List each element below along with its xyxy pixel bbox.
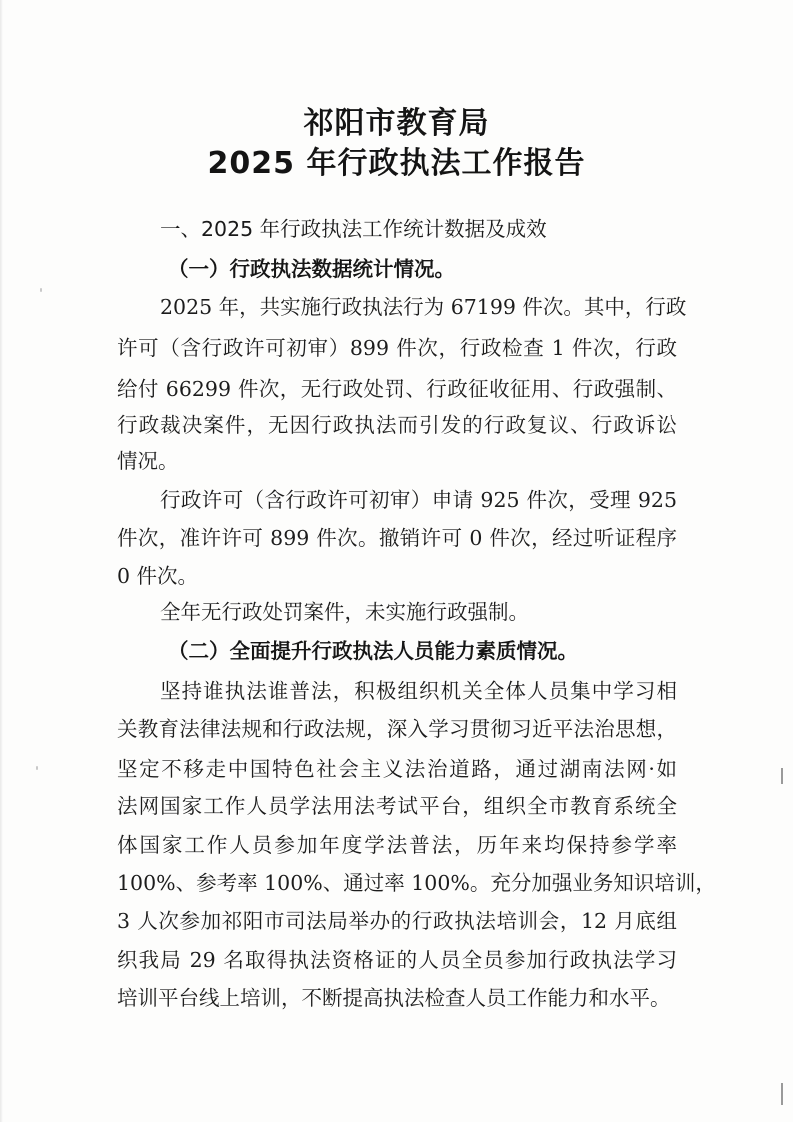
paragraph-line: 法网国家工作人员学法用法考试平台，组织全市教育系统全 [117, 794, 677, 818]
subsection2-heading: （二）全面提升行政执法人员能力素质情况。 [168, 639, 578, 663]
paragraph-line: 0 件次。 [117, 564, 199, 588]
paragraph-line: 行政裁决案件，无因行政执法而引发的行政复议、行政诉讼 [117, 413, 677, 437]
section1-heading: 一、2025 年行政执法工作统计数据及成效 [160, 217, 547, 241]
paragraph-line: 许可（含行政许可初审）899 件次，行政检查 1 件次，行政 [117, 336, 677, 360]
paragraph-line: 100%、参考率 100%、通过率 100%。充分加强业务知识培训， [117, 871, 716, 895]
paragraph-line: 2025 年，共实施行政执法行为 67199 件次。其中，行政 [160, 295, 687, 319]
scan-speck [36, 766, 38, 770]
paragraph-line: 坚持谁执法谁普法，积极组织机关全体人员集中学习相 [160, 679, 677, 703]
paragraph-line: 情况。 [117, 449, 179, 473]
paragraph-line: 全年无行政处罚案件，未实施行政强制。 [160, 600, 529, 624]
paragraph-line: 织我局 29 名取得执法资格证的人员全员参加行政执法学习 [117, 948, 677, 972]
paragraph-line: 坚定不移走中国特色社会主义法治道路，通过湖南法网·如 [117, 757, 677, 781]
paragraph-line: 行政许可（含行政许可初审）申请 925 件次，受理 925 [160, 488, 677, 512]
scan-mark [781, 768, 783, 784]
paragraph-line: 培训平台线上培训，不断提高执法检查人员工作能力和水平。 [117, 986, 671, 1010]
document-title-line2: 2025 年行政执法工作报告 [207, 146, 586, 181]
subsection1-heading: （一）行政执法数据统计情况。 [168, 257, 455, 281]
paragraph-line: 体国家工作人员参加年度学法普法，历年来均保持参学率 [117, 833, 677, 857]
paragraph-line: 件次，准许许可 899 件次。撤销许可 0 件次，经过听证程序 [117, 526, 677, 550]
paragraph-line: 关教育法律法规和行政法规，深入学习贯彻习近平法治思想， [117, 717, 677, 741]
paragraph-line: 3 人次参加祁阳市司法局举办的行政执法培训会，12 月底组 [117, 909, 677, 933]
scan-mark [781, 1083, 783, 1105]
scan-speck [40, 288, 42, 292]
paragraph-line: 给付 66299 件次，无行政处罚、行政征收征用、行政强制、 [117, 377, 677, 401]
document-title-line1: 祁阳市教育局 [303, 106, 490, 141]
